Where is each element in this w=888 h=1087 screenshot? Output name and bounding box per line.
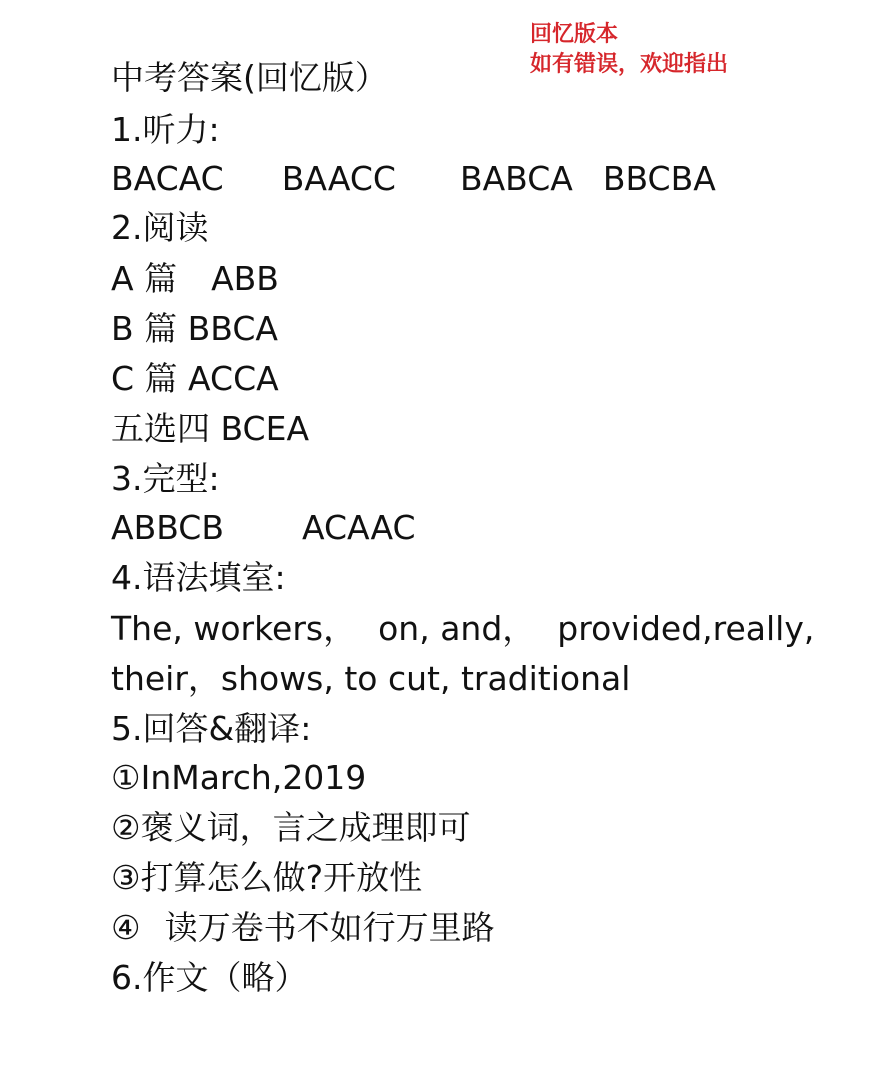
reading-five-answer: BCEA — [220, 409, 310, 448]
reading-b-label: B 篇 — [111, 309, 178, 348]
grammar-answer-1: The, workers， — [111, 609, 357, 648]
reading-five — [111, 409, 309, 449]
reading-a-answer: ABB — [211, 259, 279, 298]
qa-item-4-number: ④ — [111, 908, 141, 947]
reading-c-label: C 篇 — [111, 359, 178, 398]
qa-item-2: ②褒义词，言之成理即可 — [111, 808, 471, 847]
listening-answer-1: BACAC — [111, 159, 224, 198]
listening-answer-2: BAACC — [281, 159, 396, 198]
reading-c-answer: ACCA — [188, 359, 279, 398]
qa-heading: 5.回答&翻译: — [111, 709, 312, 748]
qa-item-3: ③打算怎么做?开放性 — [111, 858, 423, 897]
listening-heading: 1.听力: — [111, 110, 220, 149]
grammar-answer-3: provided,really, — [557, 609, 815, 648]
reading-c — [111, 359, 279, 399]
red-note — [530, 20, 728, 80]
qa-item-4 — [111, 908, 495, 948]
listening-answers — [111, 159, 716, 199]
grammar-answer-2: on, and， — [378, 609, 536, 648]
cloze-answers — [111, 508, 416, 548]
reading-b — [111, 309, 278, 349]
reading-b-answer: BBCA — [187, 309, 278, 348]
reading-a — [111, 259, 279, 299]
grammar-line-2: their，shows, to cut, traditional — [111, 659, 631, 698]
note-line-2: 如有错误，欢迎指出 — [530, 52, 729, 77]
listening-answer-3: BABCA — [459, 159, 573, 198]
cloze-heading: 3.完型: — [111, 459, 220, 498]
grammar-heading: 4.语法填室: — [111, 558, 286, 597]
reading-heading: 2.阅读 — [111, 208, 209, 247]
cloze-answer-2: ACAAC — [301, 508, 416, 547]
cloze-answer-1: ABBCB — [111, 508, 224, 547]
grammar-line-1 — [111, 609, 814, 649]
page-title: 中考答案(回忆版） — [111, 58, 388, 97]
reading-five-label: 五选四 — [111, 409, 210, 448]
essay-heading: 6.作文（略） — [111, 958, 308, 997]
listening-answer-4: BBCBA — [602, 159, 716, 198]
note-line-1: 回忆版本 — [530, 22, 619, 47]
qa-item-4-text: 读万卷书不如行万里路 — [164, 908, 495, 947]
qa-item-1: ①InMarch,2019 — [111, 758, 367, 797]
reading-a-label: A 篇 — [111, 259, 178, 298]
